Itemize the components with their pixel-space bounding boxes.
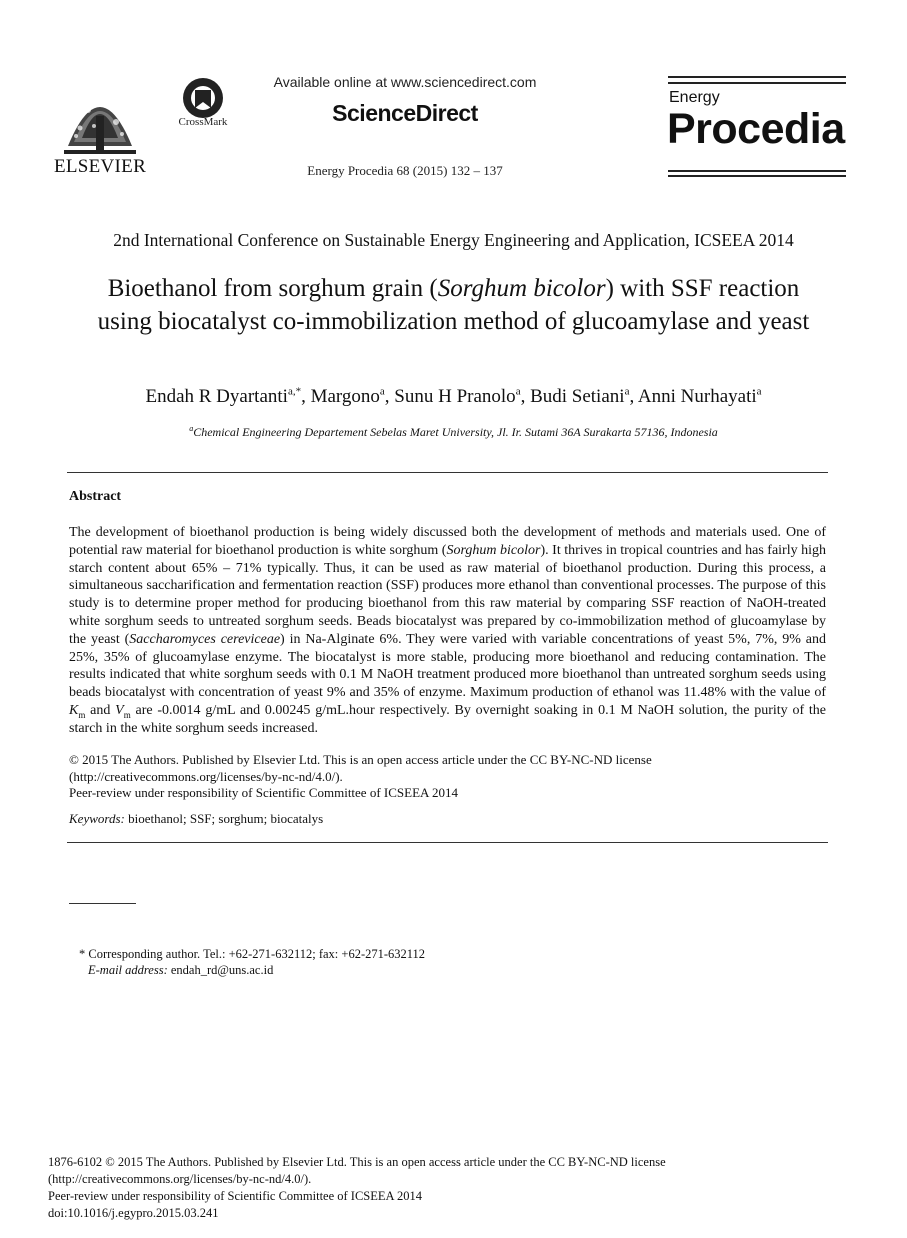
- license-link[interactable]: (http://creativecommons.org/licenses/by-nc-nd/4.0/).: [69, 768, 343, 784]
- corresponding-author: * Corresponding author. Tel.: +62-271-632112; fax: +62-271-632112: [79, 947, 426, 961]
- author-name: Endah R Dyartanti: [145, 386, 288, 407]
- page-footer: [48, 1154, 848, 1222]
- procedia-rule-top-2: [668, 82, 846, 84]
- km-symbol: K: [69, 702, 79, 718]
- author-name: Margono: [310, 386, 380, 407]
- procedia-rule-bottom-2: [668, 175, 846, 177]
- affiliation: [40, 425, 867, 440]
- author-list: Endah R Dyartanti$^{a,*}$, Margono$^a$, Sunu H Pranolo$^a$, Budi Setiani$^a$, Anni Nurhayati$^a$: [145, 385, 762, 407]
- author-affil-mark: a: [624, 385, 630, 398]
- license-block: [69, 752, 826, 802]
- author-affil-mark: a,: [287, 385, 296, 398]
- vm-subscript: m: [123, 709, 131, 720]
- divider-bottom: [67, 842, 828, 843]
- author-name: Budi Setiani: [530, 386, 625, 407]
- affiliation-text: Chemical Engineering Departement Sebelas Maret University, Jl. Ir. Sutami 36A Surakarta 57136, Indonesia: [193, 425, 718, 439]
- footer-license-link[interactable]: (http://creativecommons.org/licenses/by-nc-nd/4.0/).: [48, 1172, 312, 1186]
- km-subscript: m: [78, 709, 86, 720]
- affiliation-mark: a: [189, 424, 194, 433]
- footnote: [79, 946, 425, 978]
- abstract-heading: Abstract: [69, 489, 122, 504]
- footer-doi[interactable]: doi:10.1016/j.egypro.2015.03.241: [48, 1206, 219, 1220]
- footnote-rule: [69, 903, 136, 904]
- procedia-rule-top: [668, 76, 846, 78]
- title-part: ) with SSF reaction using biocatalyst co-immobilization method of glucoamylase and yeast: [97, 275, 810, 335]
- abstract-text: ) in Na-Alginate 6%. They were varied with variable concentrations of yeast 5%, 7%, 9% and 25%, 35% of glucoamylase enzyme. The biocatalyst is more stable, producing more bioethanol and reducing contamination. The results indicated that white sorghum seeds with 0.1 M NaOH treatment produced more bioethanol than untreated sorghum seeds using beads biocatalyst with concentration of yeast 9% and 35% of enzyme. Maximum production of ethanol was 11.48% with the value of: [69, 631, 826, 701]
- keywords-text: bioethanol; SSF; sorghum; biocatalys: [124, 811, 324, 826]
- license-line: © 2015 The Authors. Published by Elsevier Ltd. This is an open access article under the CC BY-NC-ND license: [69, 752, 652, 767]
- sciencedirect-logo[interactable]: ScienceDirect: [332, 100, 478, 126]
- author-affil-mark: a: [379, 385, 385, 398]
- abstract-text: are -0.0014 g/mL and 0.00245 g/mL.hour respectively. By overnight soaking in 0.1 M NaOH solution, the purity of the starch in the white sorghum seeds increased.: [69, 702, 827, 736]
- journal-citation: Energy Procedia 68 (2015) 132 – 137: [307, 163, 503, 178]
- conference-name: 2nd International Conference on Sustainable Energy Engineering and Application, ICSEEA 2014: [113, 230, 794, 250]
- author-affil-mark: a: [515, 385, 521, 398]
- title-species: Sorghum bicolor: [437, 275, 606, 302]
- peer-review-line: Peer-review under responsibility of Scientific Committee of ICSEEA 2014: [69, 785, 458, 800]
- divider-top: [67, 472, 828, 473]
- abstract-species: Sorghum bicolor: [446, 542, 541, 558]
- author-name: Anni Nurhayati: [637, 386, 757, 407]
- abstract-text: The development of bioethanol production is being widely discussed both the development of methods and materials used. One of potential raw material for bioethanol production is white sorghum (: [69, 525, 826, 558]
- footer-copyright: 1876-6102 © 2015 The Authors. Published by Elsevier Ltd. This is an open access article under the CC BY-NC-ND license: [48, 1155, 666, 1169]
- vm-symbol: V: [115, 702, 124, 718]
- elsevier-logo: [52, 76, 148, 176]
- email-label: E-mail address:: [88, 963, 168, 977]
- procedia-rule-bottom: [668, 170, 846, 172]
- publisher-name: ELSEVIER: [53, 156, 147, 177]
- abstract-body: [69, 524, 826, 738]
- keywords: [69, 811, 826, 827]
- crossmark-label: CrossMark: [178, 116, 228, 128]
- footer-peer-review: Peer-review under responsibility of Scientific Committee of ICSEEA 2014: [48, 1189, 422, 1203]
- elsevier-tree-icon: [58, 76, 142, 158]
- abstract-species: Saccharomyces cereviceae: [129, 631, 281, 647]
- keywords-label: Keywords:: [69, 811, 125, 826]
- abstract-text: ). It thrives in tropical countries and has fairly high starch content about 65% – 71% typically. Thus, it can be used as raw material of bioethanol production. During this process, a simultaneous saccharification and fermentation reaction (SSF) produces more ethanol than conventional processes. The purpose of this study is to determine proper method for producing bioethanol from this raw material by comparing SSF reaction of NaOH-treated white sorghum seeds to untreated sorghum seeds. Beads biocatalyst was prepared by co-immobilization method of glucoamylase by the yeast (: [69, 542, 827, 647]
- available-online[interactable]: Available online at www.sciencedirect.com: [273, 74, 537, 90]
- journal-logo-big: Procedia: [667, 105, 845, 153]
- email-address[interactable]: endah_rd@uns.ac.id: [167, 963, 274, 977]
- paper-title: [80, 272, 827, 338]
- author-name: Sunu H Pranolo: [394, 386, 516, 407]
- corresponding-mark: *: [295, 385, 302, 398]
- author-affil-mark: a: [756, 385, 762, 398]
- title-part: Bioethanol from sorghum grain (: [107, 275, 438, 302]
- journal-logo-small: Energy: [669, 89, 720, 106]
- abstract-text: and: [85, 702, 116, 718]
